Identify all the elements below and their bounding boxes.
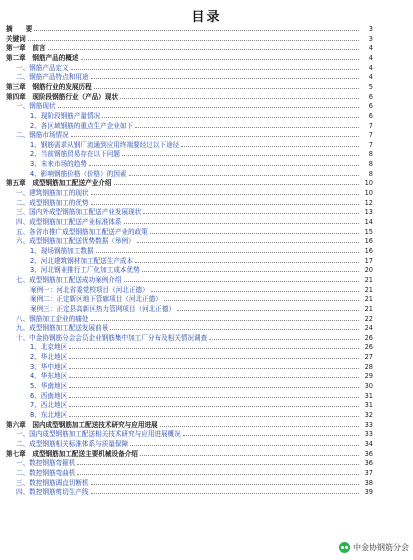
toc-page-number: 31 [364, 401, 373, 410]
toc-entry[interactable] [0, 352, 413, 361]
toc-entry-label: 第三章 钢筋行业的发展历程 [6, 82, 92, 91]
toc-entry-label: 5、华南地区 [30, 382, 68, 391]
toc-page-number: 24 [364, 324, 373, 333]
toc-entry-label: 3、未来市场的趋势 [30, 160, 87, 169]
toc-leader-dots [69, 416, 359, 417]
toc-page-number: 27 [364, 353, 373, 362]
toc-entry[interactable] [0, 53, 413, 62]
toc-leader-dots [143, 213, 359, 214]
toc-leader-dots [110, 329, 359, 330]
toc-entry[interactable] [0, 178, 413, 187]
toc-entry-label: 一、钢筋产品定义 [16, 63, 69, 72]
toc-page-number: 3 [368, 25, 373, 33]
toc-leader-dots [58, 107, 359, 108]
toc-entry-label: 1、北京地区 [30, 343, 68, 352]
toc-entry-label: 七、成型钢筋加工配送成功案例介绍 [16, 275, 122, 284]
toc-page-number: 4 [368, 44, 373, 53]
toc-entry-label: 四、数控钢筋剪切生产线 [16, 488, 89, 497]
toc-entry[interactable] [0, 458, 413, 467]
toc-entry[interactable] [0, 381, 413, 390]
toc-entry-label: 1、现场钢筋加工数据 [30, 246, 94, 255]
toc-leader-dots [124, 281, 360, 282]
toc-leader-dots [69, 387, 359, 388]
toc-entry[interactable] [0, 478, 413, 487]
toc-leader-dots [91, 493, 359, 494]
toc-entry[interactable] [0, 246, 413, 255]
toc-leader-dots [150, 233, 359, 234]
toc-entry-label: 案例一：河北省委党校项目（河北正德） [30, 285, 149, 294]
toc-page-number: 36 [364, 449, 373, 458]
toc-leader-dots [91, 194, 359, 195]
toc-entry[interactable] [0, 188, 413, 197]
toc-entry-label: 案例二：正定新区地下管廊项目（河北正德） [30, 295, 162, 304]
toc-leader-dots [209, 339, 359, 340]
toc-page-number: 28 [364, 362, 373, 371]
toc-page-number: 30 [364, 382, 373, 391]
toc-page-number: 29 [364, 372, 373, 381]
toc-entry-label: 摘 要 [6, 25, 33, 33]
toc-entry[interactable] [0, 130, 413, 139]
toc-entry-label: 三、数控钢筋调直切断机 [16, 478, 89, 487]
toc-page-number: 12 [364, 198, 373, 207]
toc-leader-dots [69, 358, 359, 359]
toc-leader-dots [91, 78, 359, 79]
toc-entry[interactable] [0, 217, 413, 226]
toc-page-number: 37 [364, 468, 373, 477]
toc-leader-dots [102, 117, 359, 118]
toc-page-number: 26 [364, 343, 373, 352]
toc-entry-label: 一、数控钢筋弯箍机 [16, 459, 76, 468]
toc-entry[interactable] [0, 294, 413, 303]
toc-entry-label: 二、成型钢筋相关标准体系与质量保障 [16, 439, 129, 448]
toc-entry[interactable] [0, 314, 413, 323]
toc-leader-dots [160, 426, 359, 427]
toc-page-number: 8 [368, 160, 373, 169]
toc-entry-label: 二、钢筋市场情况 [16, 131, 69, 140]
toc-page-number: 4 [368, 53, 373, 62]
toc-entry[interactable] [0, 256, 413, 265]
toc-page-number: 13 [364, 208, 373, 217]
toc-entry-label: 三、国内外成型钢筋加工配送产业发展现状 [16, 208, 142, 217]
toc-entry-label: 4、华东地区 [30, 372, 68, 381]
toc-page-number: 7 [368, 121, 373, 130]
toc-leader-dots [69, 397, 359, 398]
toc-page-number: 8 [368, 150, 373, 159]
toc-leader-dots [137, 242, 359, 243]
toc-entry-label: 九、成型钢筋加工配送发展前景 [16, 324, 109, 333]
toc-page-number: 32 [364, 411, 373, 419]
toc-entry-label: 2、当前钢筋贸易存在以下问题 [30, 150, 120, 159]
toc-entry[interactable] [0, 304, 413, 313]
toc-entry[interactable] [0, 149, 413, 158]
toc-entry[interactable] [0, 63, 413, 72]
toc-leader-dots [114, 184, 360, 185]
toc-entry[interactable] [0, 410, 413, 419]
toc-leader-dots [28, 40, 359, 41]
toc-page-number: 8 [368, 169, 373, 178]
toc-leader-dots [135, 127, 359, 128]
toc-entry-label: 十、中金协钢筋分会会员企业钢筋集中加工厂分布及相关情况调查 [16, 333, 208, 342]
toc-page-number: 15 [364, 227, 373, 236]
toc-page-number: 26 [364, 333, 373, 342]
toc-entry[interactable] [0, 207, 413, 216]
toc-leader-dots [91, 484, 359, 485]
toc-page-number: 16 [364, 237, 373, 246]
toc-leader-dots [135, 262, 359, 263]
toc-leader-dots [48, 49, 359, 50]
toc-page-number: 21 [364, 304, 373, 313]
toc-page-number: 20 [364, 266, 373, 275]
toc-page-number: 21 [364, 275, 373, 284]
toc-page-number: 3 [368, 34, 373, 43]
toc-entry[interactable] [0, 92, 413, 101]
toc-page-number: 6 [368, 102, 373, 111]
toc-leader-dots [69, 406, 359, 407]
toc-leader-dots [181, 146, 359, 147]
toc-leader-dots [71, 136, 359, 137]
toc-entry-label: 2、华北地区 [30, 353, 68, 362]
toc-page-number: 16 [364, 246, 373, 255]
toc-leader-dots [77, 474, 359, 475]
toc-leader-dots [81, 59, 359, 60]
toc-page-number: 6 [368, 92, 373, 101]
watermark-text: 中金协钢筋分会 [353, 542, 409, 552]
toc-entry-label: 1、钢筋需求从钢厂流通到应用终端要经过以下途径 [30, 140, 180, 149]
toc-leader-dots [96, 252, 359, 253]
toc-page-number: 5 [368, 82, 373, 91]
toc-page-number: 21 [364, 295, 373, 304]
toc-leader-dots [142, 271, 359, 272]
toc-leader-dots [140, 455, 359, 456]
toc-leader-dots [69, 368, 359, 369]
toc-page-number: 39 [364, 488, 373, 497]
toc-entry[interactable] [0, 111, 413, 120]
toc-entry-label: 一、建筑钢筋加工的现状 [16, 189, 89, 198]
toc-entry-label: 7、西北地区 [30, 401, 68, 410]
toc-page-number: 10 [364, 179, 373, 188]
toc-entry[interactable] [0, 82, 413, 91]
toc-entry-label: 2、各区域钢筋的重点生产企业如下 [30, 121, 134, 130]
toc-leader-dots [151, 291, 359, 292]
toc-entry-label: 第四章 现阶段钢筋行业（产品）现状 [6, 92, 119, 101]
page-title: 目录 [191, 10, 222, 25]
toc-page-number: 4 [368, 63, 373, 72]
toc-entry-label: 六、成型钢筋加工配送优势数据（举例） [16, 237, 135, 246]
toc-page-number: 33 [364, 420, 373, 429]
toc-entry[interactable] [0, 198, 413, 207]
toc-page-number: 22 [364, 314, 373, 323]
toc-entry[interactable] [0, 159, 413, 168]
toc-entry-label: 二、数控钢筋弯曲机 [16, 468, 76, 477]
toc-entry-label: 二、成型钢筋加工的优势 [16, 198, 89, 207]
toc-entry-label: 四、成型钢筋加工配送产业标准体系 [16, 218, 122, 226]
toc-entry-label: 8、东北地区 [30, 411, 68, 419]
toc-leader-dots [89, 165, 359, 166]
toc-leader-dots [77, 464, 359, 465]
toc-entry-label: 案例三：正定县高新区热力管网项目（河北正德） [30, 304, 176, 313]
toc-leader-dots [122, 155, 359, 156]
toc-entry-label: 第五章 成型钢筋加工配送产业介绍 [6, 179, 112, 188]
toc-leader-dots [69, 377, 359, 378]
toc-leader-dots [71, 69, 359, 70]
toc-entry[interactable] [0, 285, 413, 294]
toc-entry[interactable] [0, 265, 413, 274]
toc-entry[interactable] [0, 342, 413, 351]
toc-entry[interactable] [0, 449, 413, 458]
toc-entry[interactable] [0, 24, 413, 33]
toc-entry[interactable] [0, 420, 413, 429]
toc-entry[interactable] [0, 468, 413, 477]
toc-entry-label: 第一章 前言 [6, 44, 46, 53]
toc-entry[interactable] [0, 362, 413, 371]
toc-entry[interactable] [0, 140, 413, 149]
toc-page-number: 31 [364, 391, 373, 400]
toc-leader-dots [94, 88, 359, 89]
toc-entry[interactable] [0, 333, 413, 342]
toc-page-number: 10 [364, 189, 373, 198]
toc-page-number: 14 [364, 218, 373, 226]
toc-entry-label: 1、现阶段钢筋产量情况 [30, 111, 101, 120]
toc-entry[interactable] [0, 236, 413, 245]
toc-leader-dots [164, 300, 359, 301]
toc-page-number: 36 [364, 459, 373, 468]
toc-entry[interactable] [0, 391, 413, 400]
toc-page-number: 7 [368, 131, 373, 140]
toc-entry-label: 3、河北钢业推行工厂化加工成本优势 [30, 266, 140, 275]
toc-entry-label: 第七章 成型钢筋加工配送主要机械设备介绍 [6, 449, 138, 458]
wechat-icon [339, 542, 350, 553]
toc-entry[interactable] [0, 169, 413, 178]
toc-page-number: 33 [364, 430, 373, 439]
toc-leader-dots [129, 175, 359, 176]
toc-leader-dots [69, 348, 359, 349]
toc-leader-dots [124, 223, 360, 224]
toc-page-number: 38 [364, 478, 373, 487]
toc-leader-dots [91, 320, 359, 321]
toc-page-number: 21 [364, 285, 373, 294]
toc-entry[interactable] [0, 72, 413, 81]
toc-page-number: 4 [368, 73, 373, 82]
toc-page-number: 17 [364, 256, 373, 265]
toc-leader-dots [34, 30, 359, 31]
toc-entry-label: 八、钢筋加工企业的痛处 [16, 314, 89, 323]
toc-leader-dots [177, 310, 359, 311]
toc-entry-label: 关键词 [6, 34, 26, 43]
toc-entry[interactable] [0, 275, 413, 284]
toc-entry[interactable] [0, 429, 413, 438]
toc-entry-label: 二、钢筋产品特点和用途 [16, 73, 89, 82]
toc-entry[interactable] [0, 439, 413, 448]
toc-entry[interactable] [0, 487, 413, 496]
toc-entry-label: 一、国内成型钢筋加工配送相关技术研究与应用进展概况 [16, 430, 181, 439]
toc-entry[interactable] [0, 371, 413, 380]
toc-page-number: 6 [368, 111, 373, 120]
toc-entry[interactable] [0, 34, 413, 43]
toc-page-number: 7 [368, 140, 373, 149]
toc-entry[interactable] [0, 121, 413, 130]
toc-entry-label: 第二章 钢筋产品的概述 [6, 53, 79, 62]
toc-entry-label: 6、西南地区 [30, 391, 68, 400]
toc-entry-label: 第六章 国内成型钢筋加工配送技术研究与应用进展 [6, 420, 158, 429]
toc-leader-dots [120, 98, 359, 99]
toc-leader-dots [183, 435, 359, 436]
toc-entry[interactable] [0, 43, 413, 52]
toc-entry-label: 4、影响钢筋价格（价格）的因素 [30, 169, 127, 178]
toc-leader-dots [91, 204, 359, 205]
toc-entry-label: 2、河北建筑钢材加工配送生产成本 [30, 256, 134, 265]
toc-leader-dots [130, 445, 359, 446]
toc-page-number: 34 [364, 439, 373, 448]
toc-entry-label: 五、各省市推广成型钢筋加工配送产业的政策 [16, 227, 148, 236]
toc-entry[interactable] [0, 101, 413, 110]
account-watermark [339, 540, 409, 554]
toc-entry-label: 一、钢筋现状 [16, 102, 56, 111]
toc-entry[interactable] [0, 227, 413, 236]
toc-entry-label: 3、华中地区 [30, 362, 68, 371]
toc-entry[interactable] [0, 400, 413, 409]
toc-entry[interactable] [0, 323, 413, 332]
